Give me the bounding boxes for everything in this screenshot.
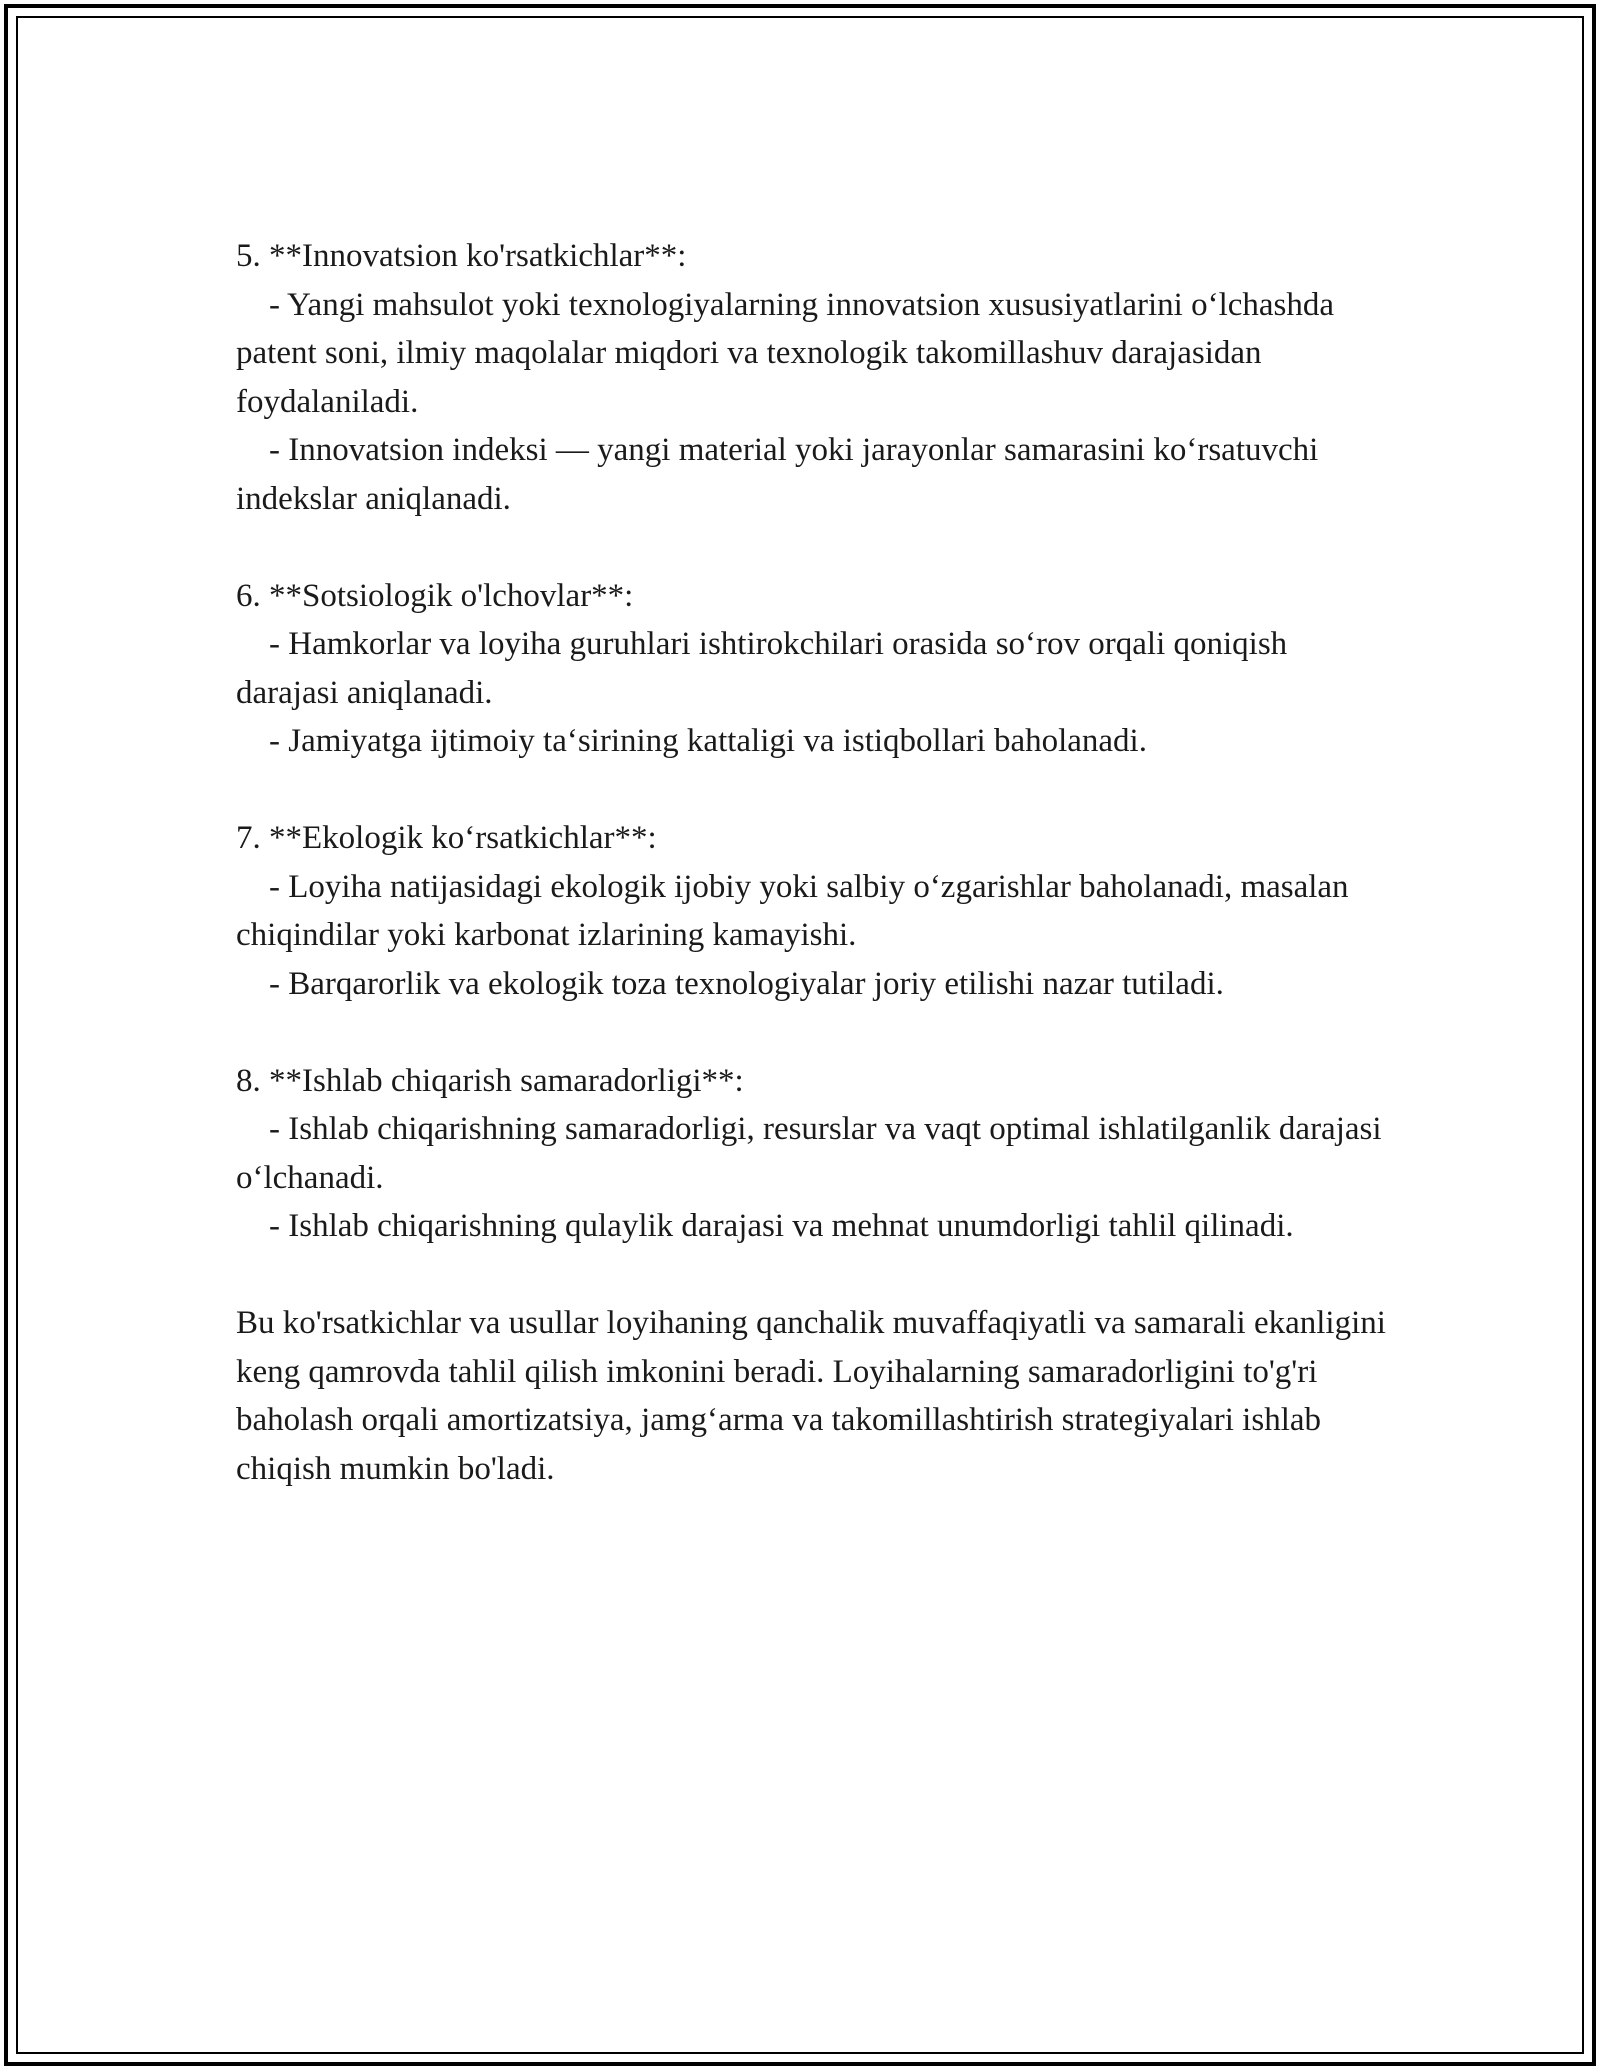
section-innovation bbox=[236, 232, 1396, 523]
section-heading: 8. **Ishlab chiqarish samaradorligi**: bbox=[236, 1062, 744, 1099]
section-ecological bbox=[236, 814, 1396, 1008]
bullet-item: - Innovatsion indeksi — yangi material yoki jarayonlar samarasini ko‘rsatuvchi indekslar aniqlanadi. bbox=[236, 432, 1327, 517]
document-body bbox=[236, 232, 1396, 1493]
bullet-item: - Hamkorlar va loyiha guruhlari ishtirokchilari orasida so‘rov orqali qoniqish darajasi aniqlanadi. bbox=[236, 626, 1296, 711]
bullet-item: - Ishlab chiqarishning qulaylik darajasi va mehnat unumdorligi tahlil qilinadi. bbox=[236, 1208, 1294, 1244]
section-heading: 7. **Ekologik ko‘rsatkichlar**: bbox=[236, 820, 657, 856]
section-production bbox=[236, 1057, 1396, 1251]
section-sociological bbox=[236, 572, 1396, 766]
bullet-item: - Yangi mahsulot yoki texnologiyalarning innovatsion xususiyatlarini o‘lchashda patent soni, ilmiy maqolalar miqdori va texnologik takomillashuv darajasidan foydalaniladi. bbox=[236, 286, 1343, 420]
bullet-item: - Barqarorlik va ekologik toza texnologiyalar joriy etilishi nazar tutiladi. bbox=[236, 965, 1224, 1002]
bullet-item: - Ishlab chiqarishning samaradorligi, resurslar va vaqt optimal ishlatilganlik darajasi o‘lchanadi. bbox=[236, 1111, 1390, 1196]
section-heading: 6. **Sotsiologik o'lchovlar**: bbox=[236, 577, 634, 614]
bullet-item: - Loyiha natijasidagi ekologik ijobiy yoki salbiy o‘zgarishlar baholanadi, masalan chiqindilar yoki karbonat izlarining kamayishi. bbox=[236, 868, 1357, 953]
conclusion-paragraph: Bu ko'rsatkichlar va usullar loyihaning qanchalik muvaffaqiyatli va samarali ekanligini keng qamrovda tahlil qilish imkonini beradi. Loyihalarning samaradorligini to'g'ri baholash orqali amortizatsiya, jamg‘arma va takomillashtirish strategiyalari ishlab chiqish mumkin bo'ladi. bbox=[236, 1305, 1395, 1487]
bullet-item: - Jamiyatga ijtimoiy ta‘sirining kattaligi va istiqbollari baholanadi. bbox=[236, 723, 1147, 759]
section-heading: 5. **Innovatsion ko'rsatkichlar**: bbox=[236, 238, 687, 274]
